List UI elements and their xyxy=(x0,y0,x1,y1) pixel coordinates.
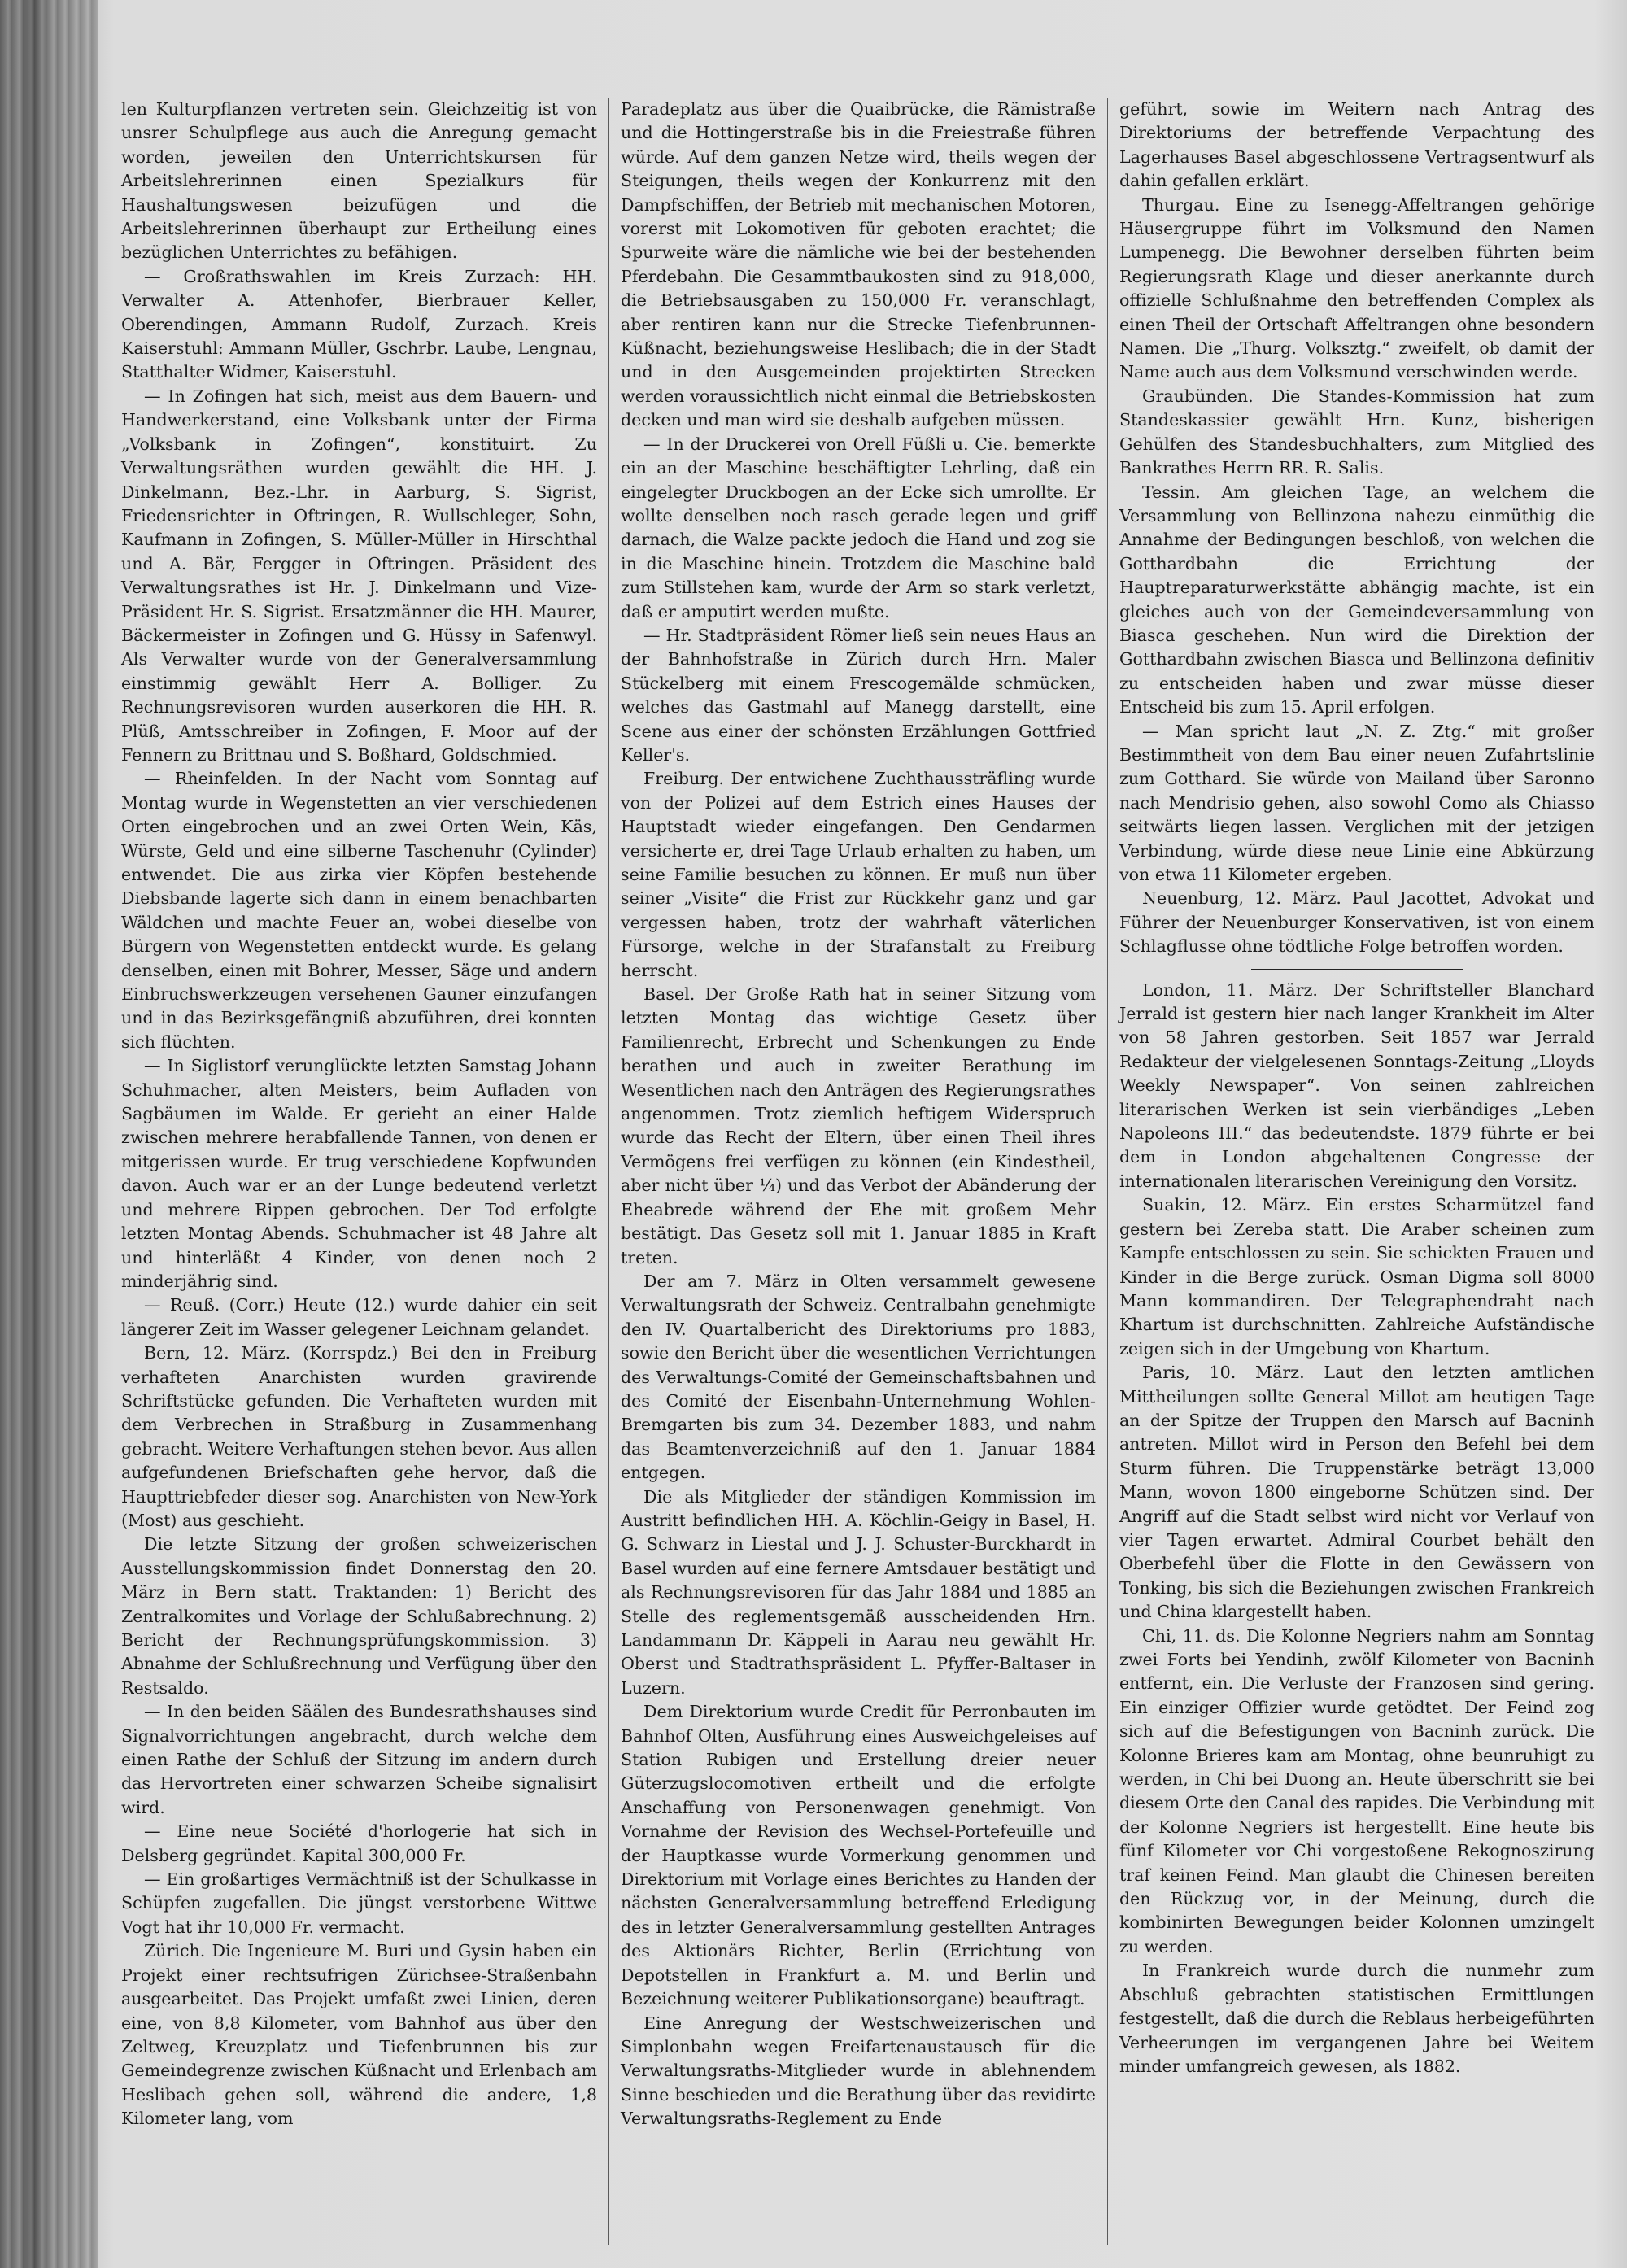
newspaper-page xyxy=(110,98,1607,2245)
article-paragraph: — Man spricht laut „N. Z. Ztg.“ mit großer Bestimmtheit von dem Bau einer neuen Zufahrtslinie zum Gotthard. Sie würde von Mailand über Saronno nach Mendrisio gehen, also sowohl Como als Chiasso seitwärts liegen lassen. Verglichen mit der jetzigen Verbindung, würde diese neue Linie eine Abkürzung von etwa 11 Kilometer ergeben. xyxy=(1119,721,1594,884)
article-paragraph: — Großrathswahlen im Kreis Zurzach: HH. Verwalter A. Attenhofer, Bierbrauer Keller, Oberendingen, Ammann Rudolf, Zurzach. Kreis Kaiserstuhl: Ammann Müller, Gschrbr. Laube, Lengnau, Statthalter Widmer, Kaiserstuhl. xyxy=(121,266,597,382)
article-paragraph: Chi, 11. ds. Die Kolonne Negriers nahm am Sonntag zwei Forts bei Yendinh, zwölf Kilometer von Bacninh entfernt, ein. Die Verluste der Franzosen sind gering. Ein einziger Offizier wurde getödtet. Der Feind zog sich auf die Befestigungen von Bacninh zurück. Die Kolonne Brieres kam am Montag, ohne beunruhigt zu werden, in Chi bei Duong an. Heute überschritt sie bei diesem Orte den Canal des rapides. Die Verbindung mit der Kolonne Negriers ist hergestellt. Eine heute bis fünf Kilometer vor Chi vorgestoßene Rekognoszirung traf keinen Feind. Man glaubt die Chinesen bereiten den Rückzug vor, in der Meinung, durch die kombinirten Bewegungen beider Kolonnen umzingelt zu werden. xyxy=(1119,1625,1594,1956)
column-2 xyxy=(608,98,1107,2245)
article-paragraph: Tessin. Am gleichen Tage, an welchem die Versammlung von Bellinzona nahezu einmüthig die Annahme der Bedingungen beschloß, von welchen die Gotthardbahn die Errichtung der Hauptreparaturwerkstätte abhängig machte, ist ein gleiches auch von der Gemeindeversammlung von Biasca geschehen. Nun wird die Direktion der Gotthardbahn zwischen Biasca und Bellinzona definitiv zu entscheiden haben und zwar müsse dieser Entscheid bis zum 15. April erfolgen. xyxy=(1119,482,1594,717)
article-paragraph: Thurgau. Eine zu Isenegg-Affeltrangen gehörige Häusergruppe führt im Volksmund den Namen Lumpenegg. Die Bewohner derselben führten beim Regierungsrath Klage und dieser anerkannte durch offizielle Schlußnahme den betreffenden Complex als einen Theil der Ortschaft Affeltrangen ohne besondern Namen. Die „Thurg. Volksztg.“ zweifelt, ob damit der Name auch aus dem Volksmund verschwinden werde. xyxy=(1119,194,1594,382)
article-paragraph: Der am 7. März in Olten versammelt gewesene Verwaltungsrath der Schweiz. Centralbahn genehmigte den IV. Quartalbericht des Direktoriums pro 1883, sowie den Bericht über die wesentlichen Verrichtungen des Verwaltungs-Comité der Gemeinschaftsbahnen und des Comité der Eisenbahn-Unternehmung Wohlen-Bremgarten bis zum 34. Dezember 1883, und nahm das Beamtenverzeichniß auf den 1. Januar 1884 entgegen. xyxy=(621,1271,1096,1483)
article-paragraph: — Eine neue Société d'horlogerie hat sich in Delsberg gegründet. Kapital 300,000 Fr. xyxy=(121,1821,597,1865)
article-paragraph: Graubünden. Die Standes-Kommission hat zum Standeskassier gewählt Hrn. Kunz, bisherigen Gehülfen des Standesbuchhalters, zum Mitglied des Bankrathes Herrn RR. R. Salis. xyxy=(1119,386,1594,478)
article-paragraph: — In der Druckerei von Orell Füßli u. Cie. bemerkte ein an der Maschine beschäftigter Lehrling, daß ein eingelegter Druckbogen an der Ecke sich umrollte. Er wollte denselben noch rasch gerade legen und griff darnach, die Walze packte jedoch die Hand und zog sie in die Maschine hinein. Trotzdem die Maschine bald zum Stillstehen kam, wurde der Arm so stark verletzt, daß er amputirt werden mußte. xyxy=(621,434,1096,622)
article-paragraph: — Ein großartiges Vermächtniß ist der Schulkasse in Schüpfen zugefallen. Die jüngst verstorbene Wittwe Vogt hat ihr 10,000 Fr. vermacht. xyxy=(121,1869,597,1937)
article-paragraph: — In Siglistorf verunglückte letzten Samstag Johann Schuhmacher, alten Meisters, beim Aufladen von Sagbäumen im Walde. Er gerieht an einer Halde zwischen mehrere herabfallende Tannen, von denen er mitgerissen wurde. Er trug verschiedene Kopfwunden davon. Auch war er an der Lunge bedeutend verletzt und mehrere Rippen gebrochen. Der Tod erfolgte letzten Montag Abends. Schuhmacher ist 48 Jahre alt und hinterläßt 4 Kinder, von denen noch 2 minderjährig sind. xyxy=(121,1056,597,1291)
article-paragraph: Die letzte Sitzung der großen schweizerischen Ausstellungskommission findet Donnerstag den 20. März in Bern statt. Traktanden: 1) Bericht des Zentralkomites und Vorlage der Schlußabrechnung. 2) Bericht der Rechnungsprüfungskommission. 3) Abnahme der Schlußrechnung und Verfügung über den Restsaldo. xyxy=(121,1534,597,1698)
article-paragraph: Paradeplatz aus über die Quaibrücke, die Rämistraße und die Hottingerstraße bis in die Freiestraße führen würde. Auf dem ganzen Netze wird, theils wegen der Steigungen, theils wegen der Konkurrenz mit den Dampfschiffen, der Betrieb mit mechanischen Motoren, vorerst mit Lokomotiven für geboten erachtet; die Spurweite wäre die nämliche wie bei der bestehenden Pferdebahn. Die Gesammtbaukosten sind zu 918,000, die Betriebsausgaben zu 150,000 Fr. veranschlagt, aber rentiren kann nur die Strecke Tiefenbrunnen-Küßnacht, beziehungsweise Heslibach; die in der Stadt und in den Ausgemeinden projektirten Strecken werden voraussichtlich nicht einmal die Betriebskosten decken und man wird sie deshalb aufgeben müssen. xyxy=(621,99,1096,430)
section-divider xyxy=(1251,969,1463,970)
article-paragraph: Zürich. Die Ingenieure M. Buri und Gysin haben ein Projekt einer rechtsufrigen Zürichsee-Straßenbahn ausgearbeitet. Das Projekt umfaßt zwei Linien, deren eine, von 8,8 Kilometer, vom Bahnhof aus über den Zeltweg, Kreuzplatz und Tiefenbrunnen bis zur Gemeindegrenze zwischen Küßnacht und Erlenbach am Heslibach gehen soll, während die andere, 1,8 Kilometer lang, vom xyxy=(121,1941,597,2129)
article-paragraph: Paris, 10. März. Laut den letzten amtlichen Mittheilungen sollte General Millot am heutigen Tage an der Spitze der Truppen den Marsch auf Bacninh antreten. Millot wird in Person den Befehl bei dem Sturm führen. Die Truppenstärke beträgt 13,000 Mann, wovon 1800 eingeborne Schützen sind. Der Angriff auf die Stadt selbst wird nicht vor Verlauf von vier Tagen erwartet. Admiral Courbet behält den Oberbefehl über die Flotte in den Gewässern von Tonking, bis sich die Beziehungen zwischen Frankreich und China klargestellt haben. xyxy=(1119,1363,1594,1622)
article-paragraph: — In Zofingen hat sich, meist aus dem Bauern- und Handwerkerstand, eine Volksbank unter der Firma „Volksbank in Zofingen“, konstituirt. Zu Verwaltungsräthen wurden gewählt die HH. J. Dinkelmann, Bez.-Lhr. in Aarburg, S. Sigrist, Friedensrichter in Oftringen, R. Wullschleger, Sohn, Kaufmann in Zofingen, S. Müller-Müller in Hirschthal und A. Bär, Fergger in Oftringen. Präsident des Verwaltungsrathes ist Hr. J. Dinkelmann und Vize-Präsident Hr. S. Sigrist. Ersatzmänner die HH. Maurer, Bäckermeister in Zofingen und G. Hüssy in Safenwyl. Als Verwalter wurde von der Generalversammlung einstimmig gewählt Herr A. Bolliger. Zu Rechnungsrevisoren wurden auserkoren die HH. R. Plüß, Amtsschreiber in Zofingen, F. Moor auf der Fennern zu Brittnau und S. Boßhard, Goldschmied. xyxy=(121,386,597,765)
article-paragraph: geführt, sowie im Weitern nach Antrag des Direktoriums der betreffende Verpachtung des Lagerhauses Basel abgeschlossene Vertragsentwurf als dahin gefallen erklärt. xyxy=(1119,99,1594,191)
article-paragraph: London, 11. März. Der Schriftsteller Blanchard Jerrald ist gestern hier nach langer Krankheit im Alter von 58 Jahren gestorben. Seit 1857 war Jerrald Redakteur der vielgelesenen Sonntags-Zeitung „Lloyds Weekly Newspaper“. Von seinen zahlreichen literarischen Werken ist sein vierbändiges „Leben Napoleons III.“ das bedeutendste. 1879 führte er bei dem in London abgehaltenen Congresse der internationalen literarischen Vereinigung den Vorsitz. xyxy=(1119,979,1594,1191)
article-paragraph: — Hr. Stadtpräsident Römer ließ sein neues Haus an der Bahnhofstraße in Zürich durch Hrn. Maler Stückelberg mit einem Frescogemälde schmücken, welches das Gastmahl auf Manegg darstellt, eine Scene aus einer der schönsten Erzählungen Gottfried Keller's. xyxy=(621,625,1096,765)
article-paragraph: Suakin, 12. März. Ein erstes Scharmützel fand gestern bei Zereba statt. Die Araber scheinen zum Kampfe entschlossen zu sein. Sie schickten Frauen und Kinder in die Berge zurück. Osman Digma soll 8000 Mann kommandiren. Der Telegraphendraht nach Khartum ist durchschnitten. Zahlreiche Aufständische zeigen sich in der Umgebung von Khartum. xyxy=(1119,1195,1594,1359)
column-3 xyxy=(1107,98,1606,2245)
article-paragraph: In Frankreich wurde durch die nunmehr zum Abschluß gebrachten statistischen Ermittlungen festgestellt, daß die durch die Reblaus herbeigeführten Verheerungen im vergangenen Jahre bei Weitem minder umfangreich gewesen, als 1882. xyxy=(1119,1961,1594,2076)
article-paragraph: — Reuß. (Corr.) Heute (12.) wurde dahier ein seit längerer Zeit im Wasser gelegener Leichnam gelandet. xyxy=(121,1295,597,1339)
article-paragraph: Bern, 12. März. (Korrspdz.) Bei den in Freiburg verhafteten Anarchisten wurden gravirende Schriftstücke gefunden. Die Verhafteten wurden mit dem Verbrechen in Straßburg in Zusammenhang gebracht. Weitere Verhaftungen stehen bevor. Aus allen aufgefundenen Briefschaften gehe hervor, daß die Haupttriebfeder dieser sog. Anarchisten von New-York (Most) aus geschieht. xyxy=(121,1343,597,1530)
article-paragraph: Die als Mitglieder der ständigen Kommission im Austritt befindlichen HH. A. Köchlin-Geigy in Basel, H. G. Schwarz in Liestal und J. J. Schuster-Burckhardt in Basel wurden auf eine fernere Amtsdauer bestätigt und als Rechnungsrevisoren für das Jahr 1884 und 1885 an Stelle des reglementsgemäß ausscheidenden Hrn. Landammann Dr. Käppeli in Aarau neu gewählt Hr. Oberst und Stadtrathspräsident L. Pfyffer-Baltaser in Luzern. xyxy=(621,1486,1096,1698)
article-paragraph: Neuenburg, 12. März. Paul Jacottet, Advokat und Führer der Neuenburger Konservativen, ist von einem Schlagflusse ohne tödtliche Folge betroffen worden. xyxy=(1119,888,1594,957)
column-1 xyxy=(110,98,608,2245)
article-paragraph: — Rheinfelden. In der Nacht vom Sonntag auf Montag wurde in Wegenstetten an vier verschiedenen Orten eingebrochen und an zwei Orten Wein, Käs, Würste, Geld und eine silberne Taschenuhr (Cylinder) entwendet. Die aus zirka vier Köpfen bestehende Diebsbande lagerte sich dann in einem benachbarten Wäldchen und machte Feuer an, wobei dieselbe von Bürgern von Wegenstetten entdeckt wurde. Es gelang denselben, einen mit Bohrer, Messer, Säge und andern Einbruchswerkzeugen versehenen Gauner einzufangen und in das Bezirksgefängniß abzuführen, drei konnten sich flüchten. xyxy=(121,769,597,1052)
article-paragraph: Dem Direktorium wurde Credit für Perronbauten im Bahnhof Olten, Ausführung eines Ausweichgeleises auf Station Rubigen und Erstellung dreier neuer Güterzugslocomotiven ertheilt und die erfolgte Anschaffung von Personenwagen genehmigt. Von Vornahme der Revision des Wechsel-Portefeuille und der Hauptkasse wurde Vormerkung genommen und Direktorium mit Vorlage eines Berichtes zu Handen der nächsten Generalversammlung betreffend Erledigung des in letzter Generalversammlung gestellten Antrages des Aktionärs Richter, Berlin (Errichtung von Depotstellen in Frankfurt a. M. und Berlin und Bezeichnung weiterer Publikationsorgane) beauftragt. xyxy=(621,1702,1096,2009)
article-paragraph: Eine Anregung der Westschweizerischen und Simplonbahn wegen Freifartenaustausch für die Verwaltungsraths-Mitglieder wurde in ablehnendem Sinne beschieden und die Berathung über das revidirte Verwaltungsraths-Reglement zu Ende xyxy=(621,2013,1096,2129)
book-binding-edge xyxy=(0,0,98,2268)
article-paragraph: Basel. Der Große Rath hat in seiner Sitzung vom letzten Montag das wichtige Gesetz über Familienrecht, Erbrecht und Schenkungen zu Ende berathen und auch in zweiter Berathung im Wesentlichen nach den Anträgen des Regierungsrathes angenommen. Trotz ziemlich heftigem Widerspruch wurde das Recht der Eltern, über einen Theil ihres Vermögens frei verfügen zu können (ein Kindestheil, aber nicht über ¼) und das Verbot der Abänderung der Eheabrede während der Ehe mit großem Mehr bestätigt. Das Gesetz soll mit 1. Januar 1885 in Kraft treten. xyxy=(621,984,1096,1267)
article-paragraph: — In den beiden Säälen des Bundesrathshauses sind Signalvorrichtungen angebracht, durch welche dem einen Rathe der Schluß der Sitzung im andern durch das Hervortreten einer schwarzen Scheibe signalisirt wird. xyxy=(121,1702,597,1817)
article-paragraph: len Kulturpflanzen vertreten sein. Gleichzeitig ist von unsrer Schulpflege aus auch die Anregung gemacht worden, jeweilen den Unterrichtskursen für Arbeitslehrerinnen einen Spezialkurs für Haushaltungswesen beizufügen und die Arbeitslehrerinnen überhaupt zur Ertheilung eines bezüglichen Unterrichtes zu befähigen. xyxy=(121,99,597,263)
article-paragraph: Freiburg. Der entwichene Zuchthaussträfling wurde von der Polizei auf dem Estrich eines Hauses der Hauptstadt wieder eingefangen. Den Gendarmen versicherte er, drei Tage Urlaub erhalten zu haben, um seine Familie besuchen zu können. Er muß nun über seiner „Visite“ die Frist zur Rückkehr ganz und gar vergessen haben, trotz der wahrhaft väterlichen Fürsorge, welche in der Strafanstalt zu Freiburg herrscht. xyxy=(621,769,1096,980)
